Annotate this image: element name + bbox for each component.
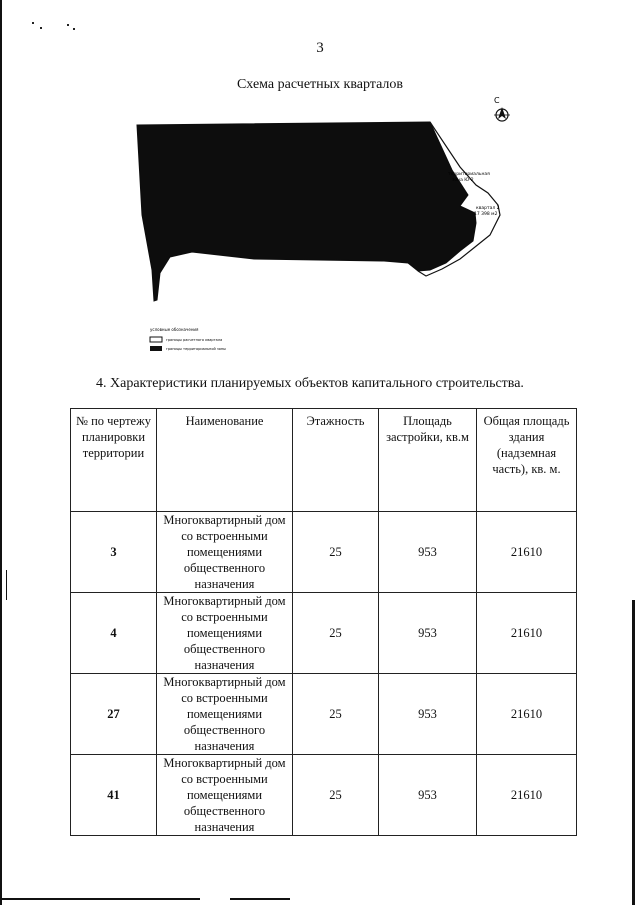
header-floors: Этажность — [293, 409, 379, 512]
table-row — [71, 674, 577, 755]
cell-total-area: 21610 — [477, 755, 577, 836]
north-compass-icon — [494, 96, 510, 121]
cell-number: 3 — [71, 512, 157, 593]
cell-area: 953 — [379, 593, 477, 674]
cell-name: Многоквартирный дом со встроенными помещениями общественного назначения — [157, 755, 293, 836]
cell-area: 953 — [379, 674, 477, 755]
cell-total-area: 21610 — [477, 593, 577, 674]
legend-item-1: границы расчетного квартала — [166, 338, 223, 342]
table-row — [71, 593, 577, 674]
header-number: № по чертежу планировки территории — [71, 409, 157, 512]
scan-mark-left — [6, 570, 7, 600]
zone-label-2: зона Ю-2 — [452, 178, 474, 183]
cell-name: Многоквартирный дом со встроенными помещениями общественного назначения — [157, 674, 293, 755]
cell-total-area: 21610 — [477, 674, 577, 755]
scan-dot — [73, 28, 75, 30]
header-area: Площадь застройки, кв.м — [379, 409, 477, 512]
cell-total-area: 21610 — [477, 512, 577, 593]
table-header-row — [71, 409, 577, 512]
legend-title: условные обозначения — [150, 327, 199, 332]
scan-border-bottom-2 — [230, 898, 290, 900]
scan-dot — [32, 22, 34, 24]
cell-area: 953 — [379, 755, 477, 836]
section-heading: 4. Характеристики планируемых объектов капитального строительства. — [96, 376, 524, 391]
cell-floors: 25 — [293, 755, 379, 836]
quarter-label-1: квартал 2 — [476, 206, 500, 211]
header-name: Наименование — [157, 409, 293, 512]
header-total-area: Общая площадь здания (надземная часть), кв. м. — [477, 409, 577, 512]
compass-letter: С — [494, 96, 500, 105]
table-row — [71, 512, 577, 593]
quarter-scheme-diagram — [130, 95, 530, 365]
table-row — [71, 755, 577, 836]
capital-construction-table — [70, 408, 577, 836]
cell-name: Многоквартирный дом со встроенными помещениями общественного назначения — [157, 512, 293, 593]
cell-floors: 25 — [293, 593, 379, 674]
scan-dot — [67, 24, 69, 26]
cell-number: 41 — [71, 755, 157, 836]
zone-label-1: территориальная — [448, 172, 490, 177]
legend-item-2: границы территориальной зоны — [166, 347, 226, 351]
cell-area: 953 — [379, 512, 477, 593]
scan-border-right — [632, 600, 635, 905]
scan-dot — [40, 27, 42, 29]
cell-floors: 25 — [293, 674, 379, 755]
quarter-label-2: 17 398 м2 — [474, 212, 498, 217]
diagram-legend — [150, 327, 226, 351]
cell-name: Многоквартирный дом со встроенными помещениями общественного назначения — [157, 593, 293, 674]
scheme-title: Схема расчетных кварталов — [236, 77, 404, 92]
scan-border-left — [0, 0, 2, 905]
territory-polygon — [137, 122, 476, 301]
cell-floors: 25 — [293, 512, 379, 593]
page-number: 3 — [316, 40, 324, 56]
scan-border-bottom — [0, 898, 200, 900]
cell-number: 4 — [71, 593, 157, 674]
cell-number: 27 — [71, 674, 157, 755]
